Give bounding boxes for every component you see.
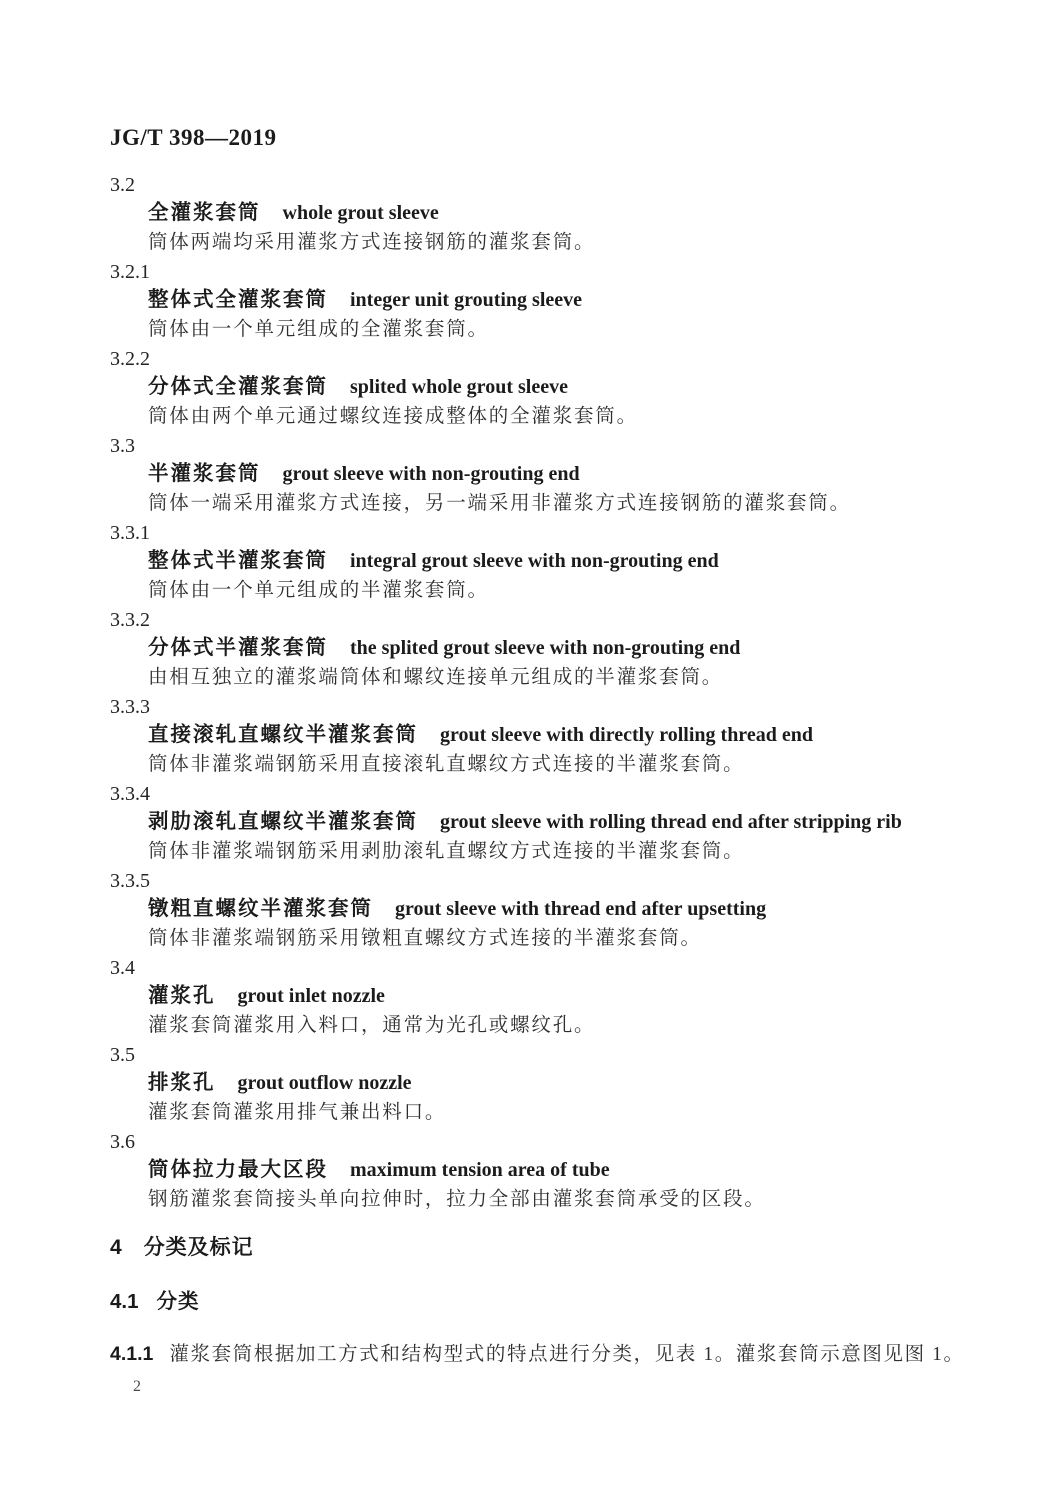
term-chinese: 剥肋滚轧直螺纹半灌浆套筒: [148, 810, 418, 833]
term-number: 3.4: [110, 957, 135, 979]
term-number: 3.5: [110, 1044, 135, 1066]
term-english: the splited grout sleeve with non-grouting end: [350, 637, 741, 659]
term-definition: 筒体非灌浆端钢筋采用镦粗直螺纹方式连接的半灌浆套筒。: [148, 928, 702, 949]
term-chinese: 整体式半灌浆套筒: [148, 549, 328, 572]
term-definition: 筒体由两个单元通过螺纹连接成整体的全灌浆套筒。: [148, 406, 638, 427]
term-english: grout outflow nozzle: [237, 1072, 412, 1094]
term-definition: 筒体非灌浆端钢筋采用直接滚轧直螺纹方式连接的半灌浆套筒。: [148, 754, 745, 775]
term-english: whole grout sleeve: [282, 202, 439, 224]
term-number: 3.3.1: [110, 522, 150, 544]
page-number: 2: [133, 1378, 141, 1395]
terms-and-definitions-section: [0, 171, 1060, 1369]
standard-code-header: JG/T 398—2019: [110, 125, 277, 150]
term-definition: 筒体一端采用灌浆方式连接，另一端采用非灌浆方式连接钢筋的灌浆套筒。: [148, 493, 851, 514]
clause-4-1-1: [110, 1340, 1060, 1369]
term-item-3-5: [0, 1041, 1060, 1127]
term-english: grout sleeve with thread end after upsetting: [395, 898, 767, 920]
term-english: grout sleeve with rolling thread end after stripping rib: [440, 811, 902, 833]
section-title: 分类: [156, 1290, 200, 1313]
section-4-heading: [110, 1234, 1060, 1262]
term-item-3-2-1: [0, 258, 1060, 344]
term-item-3-3-1: [0, 519, 1060, 605]
term-item-3-4: [0, 954, 1060, 1040]
term-english: integral grout sleeve with non-grouting end: [350, 550, 719, 572]
term-number: 3.2.2: [110, 348, 150, 370]
term-definition: 筒体由一个单元组成的全灌浆套筒。: [148, 319, 489, 340]
term-chinese: 筒体拉力最大区段: [148, 1158, 328, 1181]
term-item-3-3-5: [0, 867, 1060, 953]
term-english: grout sleeve with non-grouting end: [282, 463, 580, 485]
section-number: 4.1: [110, 1290, 139, 1313]
term-chinese: 整体式全灌浆套筒: [148, 288, 328, 311]
term-item-3-3-4: [0, 780, 1060, 866]
term-english: grout sleeve with directly rolling thread end: [440, 724, 813, 746]
term-chinese: 排浆孔: [148, 1071, 216, 1094]
term-item-3-3: [0, 432, 1060, 518]
term-chinese: 半灌浆套筒: [148, 462, 261, 485]
section-4-1-heading: [110, 1288, 1060, 1316]
term-definition: 筒体两端均采用灌浆方式连接钢筋的灌浆套筒。: [148, 232, 596, 253]
term-english: splited whole grout sleeve: [350, 376, 568, 398]
section-number: 4: [110, 1236, 122, 1259]
term-item-3-2-2: [0, 345, 1060, 431]
term-definition: 钢筋灌浆套筒接头单向拉伸时，拉力全部由灌浆套筒承受的区段。: [148, 1189, 766, 1210]
term-number: 3.3.2: [110, 609, 150, 631]
term-english: maximum tension area of tube: [350, 1159, 610, 1181]
term-definition: 筒体由一个单元组成的半灌浆套筒。: [148, 580, 489, 601]
term-definition: 灌浆套筒灌浆用排气兼出料口。: [148, 1102, 447, 1123]
clause-text: 灌浆套筒根据加工方式和结构型式的特点进行分类，见表 1。灌浆套筒示意图见图 1。: [169, 1344, 965, 1365]
term-number: 3.3.4: [110, 783, 150, 805]
term-item-3-3-2: [0, 606, 1060, 692]
section-title: 分类及标记: [143, 1236, 254, 1259]
term-chinese: 直接滚轧直螺纹半灌浆套筒: [148, 723, 418, 746]
term-english: grout inlet nozzle: [237, 985, 385, 1007]
term-english: integer unit grouting sleeve: [350, 289, 583, 311]
term-definition: 由相互独立的灌浆端筒体和螺纹连接单元组成的半灌浆套筒。: [148, 667, 724, 688]
term-definition: 灌浆套筒灌浆用入料口，通常为光孔或螺纹孔。: [148, 1015, 596, 1036]
term-chinese: 镦粗直螺纹半灌浆套筒: [148, 897, 373, 920]
term-number: 3.6: [110, 1131, 135, 1153]
term-item-3-6: [0, 1128, 1060, 1214]
term-definition: 筒体非灌浆端钢筋采用剥肋滚轧直螺纹方式连接的半灌浆套筒。: [148, 841, 745, 862]
term-item-3-2: [0, 171, 1060, 257]
term-chinese: 分体式全灌浆套筒: [148, 375, 328, 398]
clause-number: 4.1.1: [110, 1343, 154, 1365]
term-item-3-3-3: [0, 693, 1060, 779]
term-chinese: 分体式半灌浆套筒: [148, 636, 328, 659]
term-chinese: 全灌浆套筒: [148, 201, 261, 224]
term-number: 3.2: [110, 174, 135, 196]
term-number: 3.3.3: [110, 696, 150, 718]
term-number: 3.2.1: [110, 261, 150, 283]
term-chinese: 灌浆孔: [148, 984, 216, 1007]
term-number: 3.3: [110, 435, 135, 457]
term-number: 3.3.5: [110, 870, 150, 892]
